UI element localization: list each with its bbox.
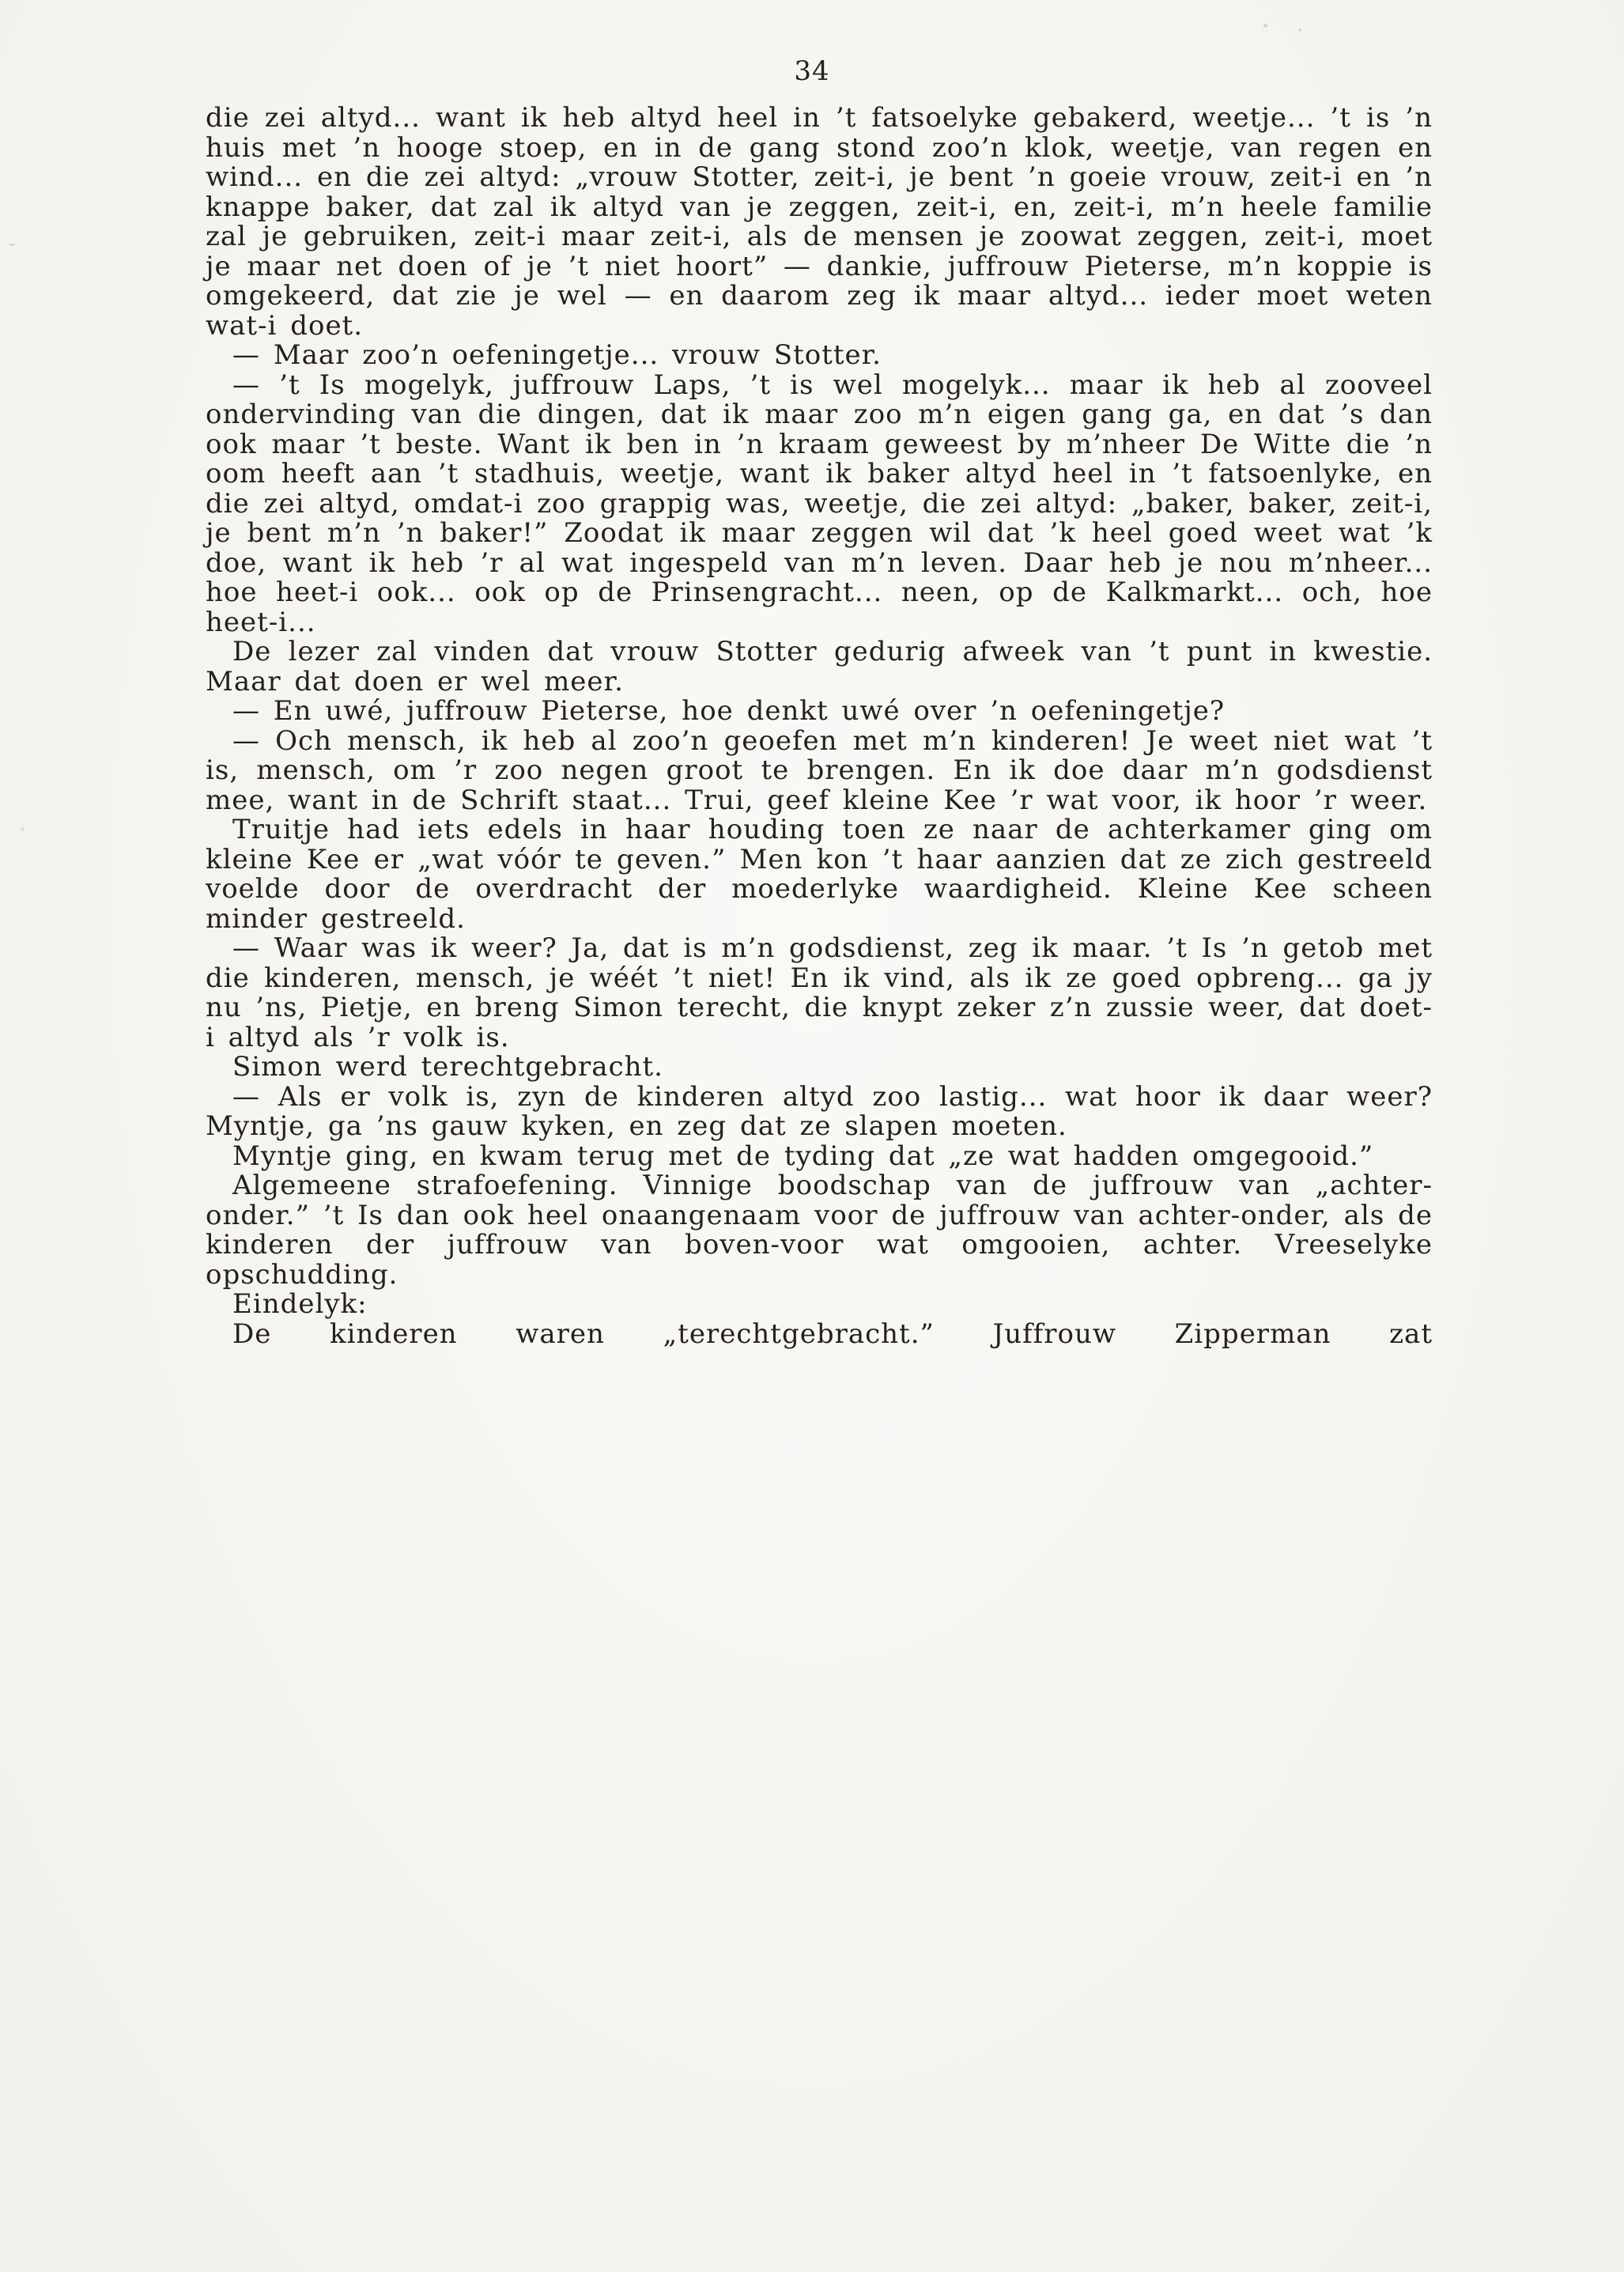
paragraph: Truitje had iets edels in haar houding toen ze naar de achterkamer ging om kleine Kee er „wat vóór te geven.” Men kon ’t haar aanzien dat ze zich gestreeld voelde door de overdracht der moederlyke waardigheid. Kleine Kee scheen minder gestreeld.	[206, 814, 1433, 935]
paragraph: Algemeene strafoefening. Vinnige boodschap van de juffrouw van „achter-onder.” ’t Is dan ook heel onaangenaam voor de juffrouw van achter-onder, als de kinderen der juffrouw van boven-voor wat omgooien, achter. Vreeselyke opschudding.	[206, 1170, 1433, 1291]
paragraph: — En uwé, juffrouw Pieterse, hoe denkt uwé over ’n oefeningetje?	[232, 695, 1226, 727]
paragraph: Simon werd terechtgebracht.	[232, 1051, 663, 1083]
paragraph: Myntje ging, en kwam terug met de tyding dat „ze wat hadden omgegooid.”	[232, 1140, 1374, 1172]
text-block	[206, 104, 1433, 1349]
paragraph: — Och mensch, ik heb al zoo’n geoefen met m’n kinderen! Je weet niet wat ’t is, mensch, om ’r zoo negen groot te brengen. En ik doe daar m’n godsdienst mee, want in de Schrift staat... Trui, geef kleine Kee ’r wat voor, ik hoor ’r weer.	[206, 724, 1433, 816]
scan-speck	[1298, 28, 1301, 32]
paragraph: Eindelyk:	[232, 1288, 368, 1320]
paragraph: — Maar zoo’n oefeningetje... vrouw Stotter.	[232, 339, 882, 371]
paragraph: — ’t Is mogelyk, juffrouw Laps, ’t is wel mogelyk... maar ik heb al zooveel ondervinding van die dingen, dat ik maar zoo m’n eigen gang ga, en dat ’s dan ook maar ’t beste. Want ik ben in ’n kraam geweest by m’nheer De Witte die ’n oom heeft aan ’t stadhuis, weetje, want ik baker altyd heel in ’t fatsoenlyke, en die zei altyd, omdat-i zoo grappig was, weetje, die zei altyd: „baker, baker, zeit-i, je bent m’n ’n baker!” Zoodat ik maar zeggen wil dat ’k heel goed weet wat ’k doe, want ik heb ’r al wat ingespeld van m’n leven. Daar heb je nou m’nheer... hoe heet-i ook... ook op de Prinsengracht... neen, op de Kalkmarkt... och, hoe heet-i...	[206, 369, 1433, 638]
page-number: 34	[794, 55, 830, 87]
paragraph: die zei altyd... want ik heb altyd heel in ’t fatsoelyke gebakerd, weetje... ’t is ’n huis met ’n hooge stoep, en in de gang stond zoo’n klok, weetje, van regen en wind... en die zei altyd: „vrouw Stotter, zeit-i, je bent ’n goeie vrouw, zeit-i en ’n knappe baker, dat zal ik altyd van je zeggen, zeit-i, en, zeit-i, m’n heele familie zal je gebruiken, zeit-i maar zeit-i, als de mensen je zoowat zeggen, zeit-i, moet je maar net doen of je ’t niet hoort” — dankie, juffrouw Pieterse, m’n koppie is omgekeerd, dat zie je wel — en daarom zeg ik maar altyd... ieder moet weten wat-i doet.	[206, 102, 1433, 342]
paragraph: De kinderen waren „terechtgebracht.” Juffrouw Zipperman zat	[232, 1317, 1433, 1350]
paragraph: — Als er volk is, zyn de kinderen altyd zoo lastig... wat hoor ik daar weer? Myntje, ga ’ns gauw kyken, en zeg dat ze slapen moeten.	[206, 1080, 1433, 1142]
scan-speck	[21, 827, 25, 831]
paragraph: — Waar was ik weer? Ja, dat is m’n godsdienst, zeg ik maar. ’t Is ’n getob met die kinderen, mensch, je wéét ’t niet! En ik vind, als ik ze goed opbreng... ga jy nu ’ns, Pietje, en breng Simon terecht, die knypt zeker z’n zussie weer, dat doet-i altyd als ’r volk is.	[206, 932, 1433, 1053]
scan-speck	[1263, 24, 1267, 28]
paragraph: De lezer zal vinden dat vrouw Stotter gedurig afweek van ’t punt in kwestie. Maar dat doen er wel meer.	[206, 636, 1433, 697]
scan-speck	[9, 244, 15, 246]
